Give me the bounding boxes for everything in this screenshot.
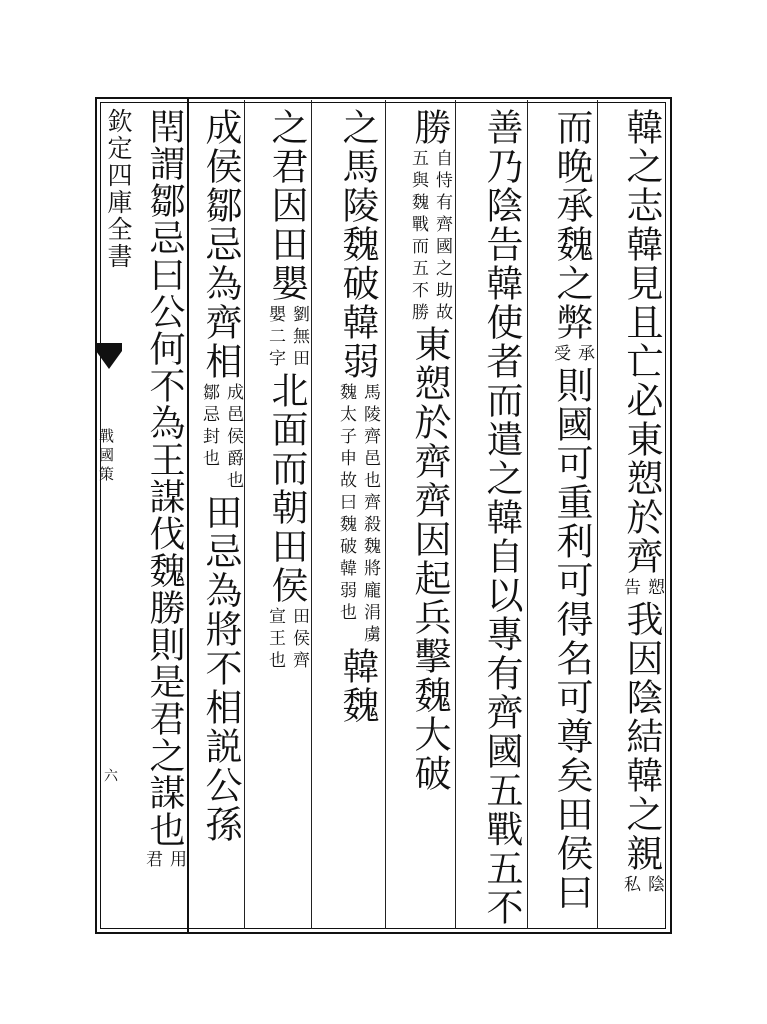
annotation-text: 成邑侯爵也 <box>223 383 243 493</box>
column-divider <box>311 100 312 929</box>
column-divider <box>597 100 598 929</box>
text-column-5 <box>316 108 380 928</box>
main-text: 而晚承魏之弊 <box>550 108 593 342</box>
main-text: 則國可重利可得名可尊矣田侯曰 <box>550 366 593 912</box>
annotation-text: 田侯齊 <box>289 607 309 673</box>
annotation-text: 五與魏戰而五不勝 <box>408 149 428 325</box>
annotation-text: 馬陵齊邑也齊殺魏將龐涓虜 <box>360 383 380 647</box>
main-text: 勝 <box>408 108 451 147</box>
annotation-text: 愬 <box>644 578 664 600</box>
main-text: 我因陰結韓之親 <box>620 600 663 873</box>
column-divider <box>385 100 386 929</box>
text-column-4 <box>388 108 452 928</box>
text-column-2 <box>530 108 594 928</box>
column-divider <box>455 100 456 929</box>
annotation-text: 劉無田 <box>289 305 309 371</box>
main-text: 成侯鄒忌為齊相 <box>199 108 242 381</box>
annotation-text: 魏太子申故曰魏破韓弱也 <box>336 383 356 625</box>
main-text: 之君因田嬰 <box>265 108 308 303</box>
main-text: 東愬於齊齊因起兵擊魏大破 <box>408 325 451 793</box>
annotation-text: 承 <box>574 344 594 366</box>
text-column-6 <box>247 108 309 928</box>
annotation-text: 告 <box>620 578 640 600</box>
text-column-3 <box>460 108 524 928</box>
column-divider <box>527 100 528 929</box>
page-number: 六 <box>102 768 118 782</box>
text-column-8 <box>128 108 186 928</box>
annotation-text: 受 <box>550 344 570 366</box>
fishtail-mark-icon <box>96 343 122 369</box>
annotation-text: 自恃有齊國之助故 <box>432 149 452 325</box>
annotation-text: 用 <box>166 850 186 872</box>
annotation-text: 陰 <box>644 875 664 897</box>
main-text: 北面而朝田侯 <box>265 371 308 605</box>
main-text: 閈謂鄒忌曰公何不為王謀伐魏勝則是君之謀也 <box>144 108 185 848</box>
book-title: 戰國策 <box>97 428 115 485</box>
text-column-7 <box>189 108 243 928</box>
main-text: 之馬陵魏破韓弱 <box>336 108 379 381</box>
main-text: 韓之志韓見且亡必東愬於齊 <box>620 108 663 576</box>
annotation-text: 嬰二字 <box>265 305 285 371</box>
main-text: 善乃陰告韓使者而遣之韓自以專有齊國五戰五不 <box>480 108 523 927</box>
column-divider <box>244 100 245 929</box>
annotation-text: 宣王也 <box>265 607 285 673</box>
text-column-1 <box>600 108 664 928</box>
annotation-text: 鄒忌封也 <box>199 383 219 471</box>
annotation-text: 私 <box>620 875 640 897</box>
main-text: 韓魏 <box>336 647 379 725</box>
main-text: 田忌為將不相説公孫 <box>199 493 242 844</box>
annotation-text: 君 <box>142 850 162 872</box>
collection-title: 欽定四庫全書 <box>104 108 133 270</box>
